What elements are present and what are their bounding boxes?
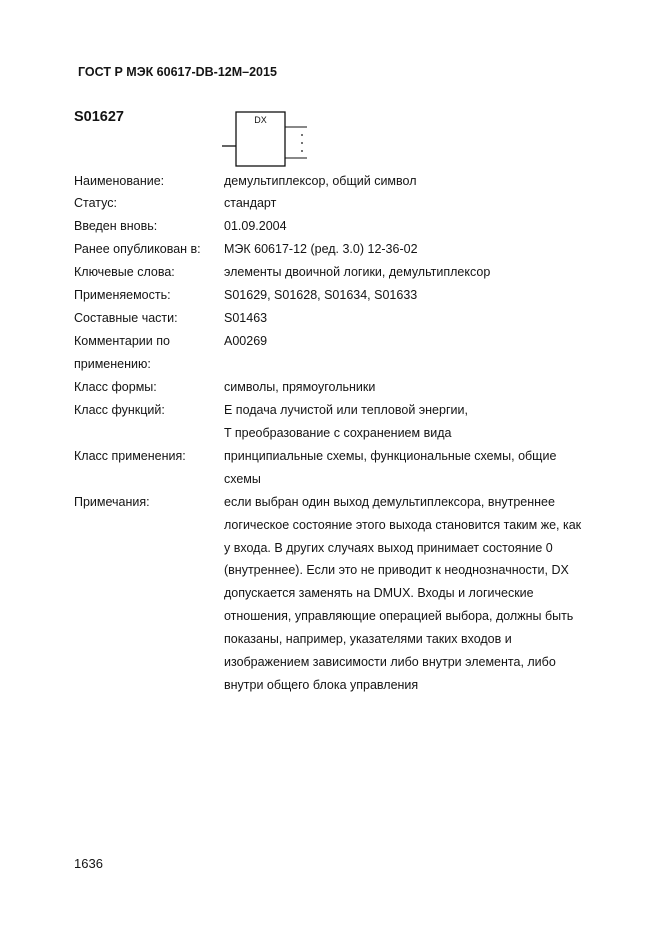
continuation-dot	[301, 134, 303, 136]
text-line: допускается заменять на DMUX. Входы и логические	[224, 586, 534, 601]
text-line: принципиальные схемы, функциональные схемы, общие	[224, 448, 557, 463]
text-line: стандарт	[224, 196, 277, 211]
field-value	[224, 192, 634, 215]
field-value	[224, 491, 634, 697]
text-line: T преобразование с сохранением вида	[224, 425, 452, 440]
text-line: символы, прямоугольники	[224, 379, 376, 394]
field-label	[74, 445, 224, 491]
text-line: S01629, S01628, S01634, S01633	[224, 288, 418, 303]
field-row-previously-published	[74, 238, 634, 261]
text-line: Статус:	[74, 196, 117, 211]
text-line: Наименование:	[74, 173, 165, 188]
text-line: E подача лучистой или тепловой энергии,	[224, 402, 468, 417]
field-row-name	[74, 170, 634, 193]
text-line: демультиплексор, общий символ	[224, 173, 417, 188]
field-label	[74, 399, 224, 445]
text-line: Комментарии по	[74, 334, 170, 349]
field-label	[74, 170, 224, 193]
text-line: A00269	[224, 334, 268, 349]
standard-header: ГОСТ Р МЭК 60617-DB-12M–2015	[78, 65, 277, 79]
field-value	[224, 238, 634, 261]
field-label	[74, 307, 224, 330]
field-row-usage-comments	[74, 330, 634, 376]
text-line: показаны, например, указателями таких входов и	[224, 632, 512, 647]
continuation-dot	[301, 150, 303, 152]
field-value	[224, 376, 634, 399]
text-line: Класс формы:	[74, 379, 157, 394]
text-line: если выбран один выход демультиплексора, внутреннее	[224, 494, 555, 509]
text-line: Составные части:	[74, 311, 178, 326]
field-row-application-class	[74, 445, 634, 491]
text-line: Ранее опубликован в:	[74, 242, 201, 257]
field-row-function-class	[74, 399, 634, 445]
field-row-components	[74, 307, 634, 330]
field-row-notes	[74, 491, 634, 697]
field-label	[74, 491, 224, 697]
symbol-qualifier: DX	[254, 115, 267, 125]
symbol-id: S01627	[74, 109, 124, 125]
field-value	[224, 445, 634, 491]
field-label	[74, 238, 224, 261]
text-line: Применяемость:	[74, 288, 171, 303]
text-line: элементы двоичной логики, демультиплексор	[224, 265, 491, 280]
text-line: схемы	[224, 471, 261, 486]
field-label	[74, 376, 224, 399]
text-line: изображением зависимости либо внутри элемента, либо	[224, 655, 556, 670]
text-line: Класс функций:	[74, 402, 165, 417]
field-value	[224, 330, 634, 376]
field-value	[224, 307, 634, 330]
field-row-applicability	[74, 284, 634, 307]
field-label	[74, 215, 224, 238]
continuation-dot	[301, 142, 303, 144]
field-row-keywords	[74, 261, 634, 284]
field-row-introduced	[74, 215, 634, 238]
demultiplexer-symbol	[220, 105, 315, 175]
field-label	[74, 192, 224, 215]
field-row-form-class	[74, 376, 634, 399]
field-value	[224, 215, 634, 238]
field-value	[224, 170, 634, 193]
text-line: отношения, управляющие операцией выбора, должны быть	[224, 609, 574, 624]
text-line: Примечания:	[74, 494, 150, 509]
text-line: Введен вновь:	[74, 219, 158, 234]
text-line: (внутреннее). Если это не приводит к неоднозначности, DX	[224, 563, 569, 578]
text-line: логическое состояние этого выхода становится таким же, как	[224, 517, 582, 532]
attribute-table	[74, 170, 634, 698]
field-value	[224, 399, 634, 445]
text-line: Ключевые слова:	[74, 265, 175, 280]
field-row-status	[74, 192, 634, 215]
field-label	[74, 330, 224, 376]
text-line: 01.09.2004	[224, 219, 287, 234]
field-value	[224, 261, 634, 284]
text-line: внутри общего блока управления	[224, 678, 419, 693]
field-label	[74, 284, 224, 307]
text-line: Класс применения:	[74, 448, 186, 463]
field-label	[74, 261, 224, 284]
text-line: применению:	[74, 357, 151, 371]
text-line: S01463	[224, 311, 268, 326]
field-value	[224, 284, 634, 307]
page-number: 1636	[74, 856, 103, 871]
text-line: МЭК 60617-12 (ред. 3.0) 12-36-02	[224, 242, 418, 257]
text-line: у входа. В других случаях выход принимает состояние 0	[224, 540, 553, 555]
